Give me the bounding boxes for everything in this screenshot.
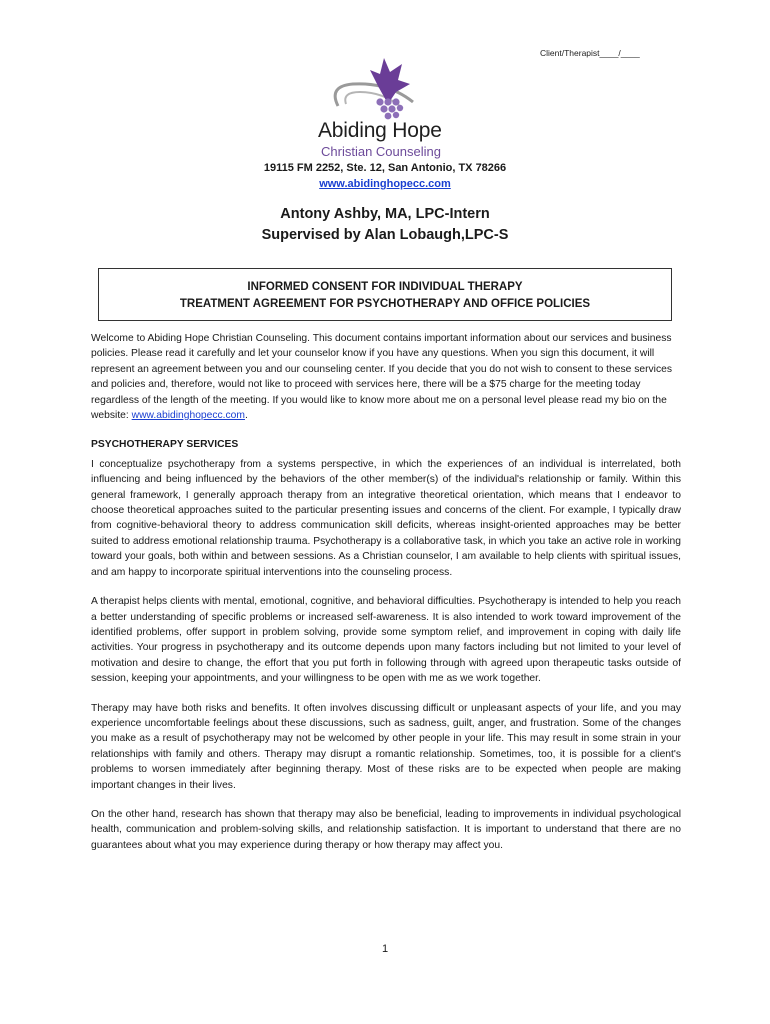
- client-therapist-initials-label: Client/Therapist____/____: [540, 48, 640, 58]
- document-body: [91, 331, 681, 867]
- supervisor-line: Supervised by Alan Lobaugh,LPC-S: [261, 227, 509, 243]
- body-paragraph: Therapy may have both risks and benefits. It often involves discussing difficult or unpleasant aspects of your life, and you may experience uncomfortable feelings about these discussions, such as sadness, guilt, anger, and frustration. Some of the changes you make as a result of psychotherapy may not be welcomed by other people in your life. This may result in some strain in your relationships with family and others. Therapy may disrupt a romantic relationship. Sometimes, too, it is possible for a client's problems to worsen immediately after beginning therapy. Most of these risks are to be expected when people are making important changes in their lives.: [91, 702, 681, 791]
- intro-text: Welcome to Abiding Hope Christian Counseling. This document contains important information about our services and business policies. Please read it carefully and let your counselor know if you have any questions. When you sign this document, it will represent an agreement between you and our counseling center. If you decide that you do not wish to consent to these services and policies and, therefore, would not like to proceed with services here, there will be a $75 charge for the meeting today regardless of the length of the meeting. If you would like to know more about me on a personal level please read my bio on the website:: [91, 333, 672, 422]
- body-paragraph: A therapist helps clients with mental, emotional, cognitive, and behavioral difficulties. Psychotherapy is intended to help you reach a better understanding of specific problems or increased self-awareness. It is also intended to work toward improvement of the identified problems, offer support in problem solving, provide some symptom relief, and improvement in coping with daily life activities. Your progress in psychotherapy and its outcome depends upon many factors including but not limited to your level of motivation and desire to change, the effort that you put forth in following through with agreed upon therapeutic tasks outside of session, keeping your appointments, and your willingness to be open with me as we work together.: [91, 596, 681, 685]
- brand-name: Abiding Hope: [318, 119, 442, 142]
- document-title-line-2: TREATMENT AGREEMENT FOR PSYCHOTHERAPY AND OFFICE POLICIES: [179, 298, 591, 310]
- bio-website-link[interactable]: www.abidinghopecc.com: [131, 410, 245, 422]
- document-title-line-1: INFORMED CONSENT FOR INDIVIDUAL THERAPY: [247, 281, 523, 293]
- logo-grapes: [376, 98, 403, 119]
- intro-end: .: [244, 410, 248, 422]
- counselor-name: Antony Ashby, MA, LPC-Intern: [280, 206, 490, 222]
- body-paragraph: I conceptualize psychotherapy from a systems perspective, in which the experiences of an individual is interrelated, both influencing and being influenced by the behaviors of the other member(s) of the individual's relationship or family. Within this general framework, I generally approach therapy from an integrative theoretical orientation, which means that I endeavor to choose theoretical approaches suited to the particular presenting issues and concerns of the client. For example, I typically draw from cognitive-behavioral theory to address communication skill deficits, whereas insight-oriented approaches may be better suited to address emotional relationship trauma. Psychotherapy is a collaborative task, in which you take an active role in working toward your goals, both within and between sessions. As a Christian counselor, I am available to help clients with spiritual issues, and am happy to incorporate spiritual interventions into the counseling process.: [91, 458, 681, 578]
- website-link[interactable]: www.abidinghopecc.com: [319, 178, 451, 190]
- page-number: 1: [381, 943, 389, 955]
- body-paragraph: On the other hand, research has shown that therapy may also be beneficial, leading to improvements in individual psychological health, communication and problem-solving skills, and relationship satisfaction. It is important to understand that there are no guarantees about what you may experience during therapy or how therapy may affect you.: [91, 808, 681, 851]
- brand-subtitle: Christian Counseling: [321, 144, 441, 159]
- office-address: 19115 FM 2252, Ste. 12, San Antonio, TX 78266: [263, 162, 507, 174]
- intro-paragraph: [91, 331, 681, 423]
- section-heading-psychotherapy-services: PSYCHOTHERAPY SERVICES: [91, 439, 239, 451]
- document-title-box: [98, 268, 672, 321]
- website-line: [0, 178, 770, 190]
